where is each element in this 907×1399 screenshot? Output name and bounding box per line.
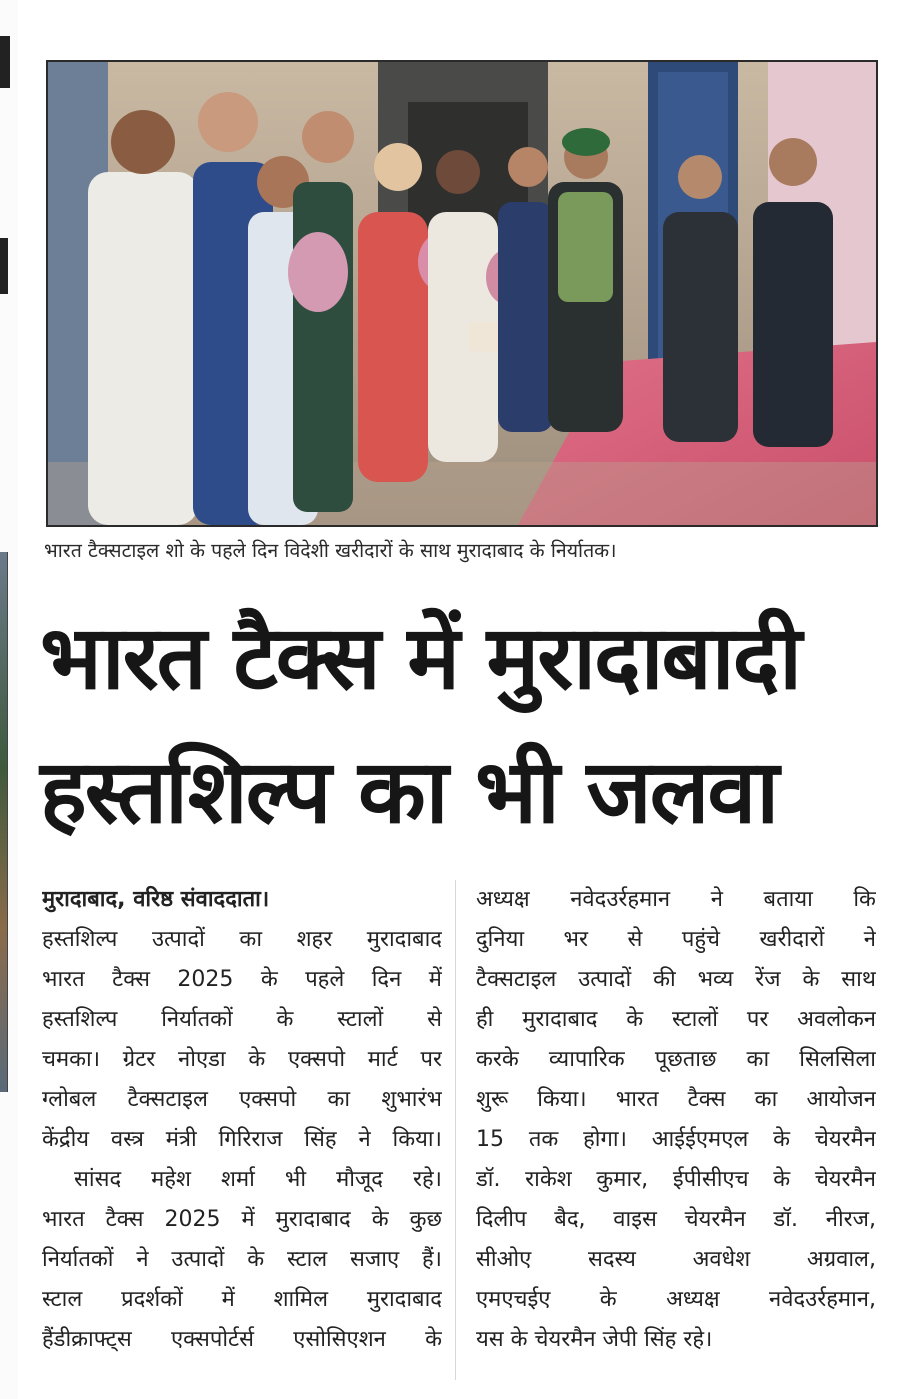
- article-line: भारत टैक्स 2025 के पहले दिन में: [42, 967, 442, 992]
- article-line: अध्यक्ष नवेदउर्रहमान ने बताया कि: [476, 887, 876, 912]
- news-photo-illustration: [48, 62, 876, 525]
- article-column-right: [476, 880, 876, 1360]
- adjacent-column-fragment: [0, 238, 8, 294]
- dateline: मुरादाबाद, वरिष्ठ संवाददाता।: [42, 887, 270, 912]
- article-line: हैंडीक्राफ्ट्स एक्सपोर्टर्स एसोसिएशन के: [42, 1327, 442, 1352]
- article-line: सीओए सदस्य अवधेश अग्रवाल,: [476, 1247, 876, 1272]
- headline-line-2: हस्तशिल्प का भी जलवा: [40, 740, 778, 843]
- adjacent-photo-edge: [0, 552, 8, 1092]
- column-divider: [455, 880, 456, 1380]
- article-line: ही मुरादाबाद के स्टालों पर अवलोकन: [476, 1007, 876, 1032]
- adjacent-column-fragment: [0, 36, 10, 88]
- article-line: सांसद महेश शर्मा भी मौजूद रहे।: [74, 1167, 442, 1192]
- article-line: एमएचईए के अध्यक्ष नवेदउर्रहमान,: [476, 1287, 876, 1312]
- article-line: शुरू किया। भारत टैक्स का आयोजन: [476, 1087, 876, 1112]
- article-line: निर्यातकों ने उत्पादों के स्टाल सजाए हैं।: [42, 1247, 442, 1272]
- news-photo: [46, 60, 878, 527]
- article-line: ग्लोबल टैक्सटाइल एक्सपो का शुभारंभ: [42, 1087, 442, 1112]
- headline-line-1: भारत टैक्स में मुरादाबादी: [40, 606, 801, 709]
- article-line: दिलीप बैद, वाइस चेयरमैन डॉ. नीरज,: [476, 1207, 876, 1232]
- article-line: डॉ. राकेश कुमार, ईपीसीएच के चेयरमैन: [476, 1167, 876, 1192]
- photo-caption: भारत टैक्सटाइल शो के पहले दिन विदेशी खरीदारों के साथ मुरादाबाद के निर्यातक।: [44, 539, 617, 562]
- article-line: चमका। ग्रेटर नोएडा के एक्सपो मार्ट पर: [42, 1047, 442, 1072]
- article-line: यस के चेयरमैन जेपी सिंह रहे।: [476, 1327, 713, 1352]
- article-column-left: [42, 880, 442, 1360]
- article-line: भारत टैक्स 2025 में मुरादाबाद के कुछ: [42, 1207, 442, 1232]
- article-line: दुनिया भर से पहुंचे खरीदारों ने: [476, 927, 876, 952]
- article-line: हस्तशिल्प उत्पादों का शहर मुरादाबाद: [42, 927, 442, 952]
- article-line: 15 तक होगा। आईईएमएल के चेयरमैन: [476, 1127, 876, 1152]
- article-line: केंद्रीय वस्त्र मंत्री गिरिराज सिंह ने किया।: [42, 1127, 442, 1152]
- article-line: करके व्यापारिक पूछताछ का सिलसिला: [476, 1047, 876, 1072]
- article-line: हस्तशिल्प निर्यातकों के स्टालों से: [42, 1007, 442, 1032]
- article-line: टैक्सटाइल उत्पादों की भव्य रेंज के साथ: [476, 967, 876, 992]
- article-line: स्टाल प्रदर्शकों में शामिल मुरादाबाद: [42, 1287, 442, 1312]
